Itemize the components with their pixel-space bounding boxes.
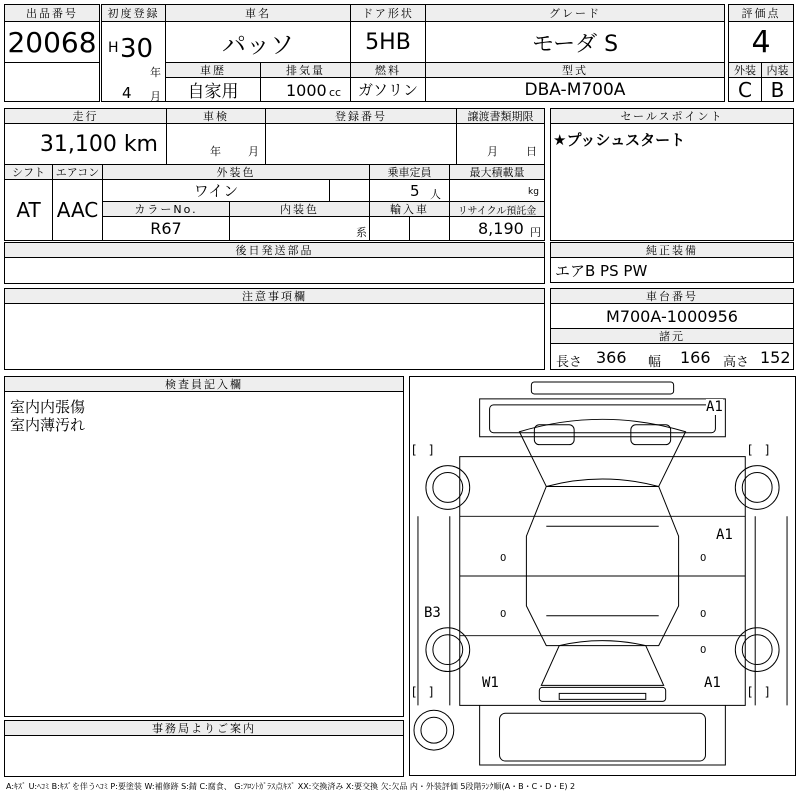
notes-label: 注意事項欄 [4,288,545,304]
transfer-month-unit: 月 [487,145,498,158]
inspector-cell [4,391,404,717]
shift-label: シフト [4,164,53,180]
int-score: B [761,77,794,102]
transfer-day-unit: 日 [526,145,537,158]
ext-score: C [728,77,762,102]
fuel-label: 燃料 [350,62,426,78]
office-cell [4,735,404,777]
width: 166 [680,348,711,367]
grade-label: グレード [425,4,725,22]
car-name: パッソ [165,21,351,63]
recycle-unit: 円 [530,226,541,239]
width-label: 幅 [648,355,662,370]
color-no: R67 [102,216,230,241]
later-parts-label: 後日発送部品 [4,242,545,258]
notes-cell [4,303,545,370]
inspection-label: 車検 [166,108,266,124]
color-label: 外装色 [102,164,370,180]
length-label: 長さ [556,355,583,370]
transfer-label: 譲渡書類期限 [456,108,545,124]
bracket-front-right: [ ] [748,443,770,457]
first-reg-month: 4 [122,84,132,102]
plate-label: 登録番号 [265,108,457,124]
mileage: 31,100 km [4,123,167,165]
inspection-year-unit: 年 [210,145,221,158]
bracket-rear-right: [ ] [748,685,770,699]
equipment: エアB PS PW [550,257,794,283]
recycle-label: リサイクル預託金 [449,201,545,217]
bracket-front-left: [ ] [412,443,434,457]
damage-mark-left-rear: B3 [424,605,441,621]
first-reg-era: H [108,40,119,56]
history-label: 車歴 [165,62,261,78]
displacement: 1000 [286,81,327,100]
car-name-label: 車名 [165,4,351,22]
plate-cell [265,123,457,165]
damage-mark-left-rear-door: W1 [482,675,499,691]
first-reg-year: 30 [120,34,154,64]
int-color-unit: 系 [356,226,367,239]
ext-label: 外装 [728,62,762,78]
equip-label: 純正装備 [550,242,794,258]
zero-mark-1: 0 [500,553,507,564]
damage-mark-front-right: A1 [706,399,723,415]
shift: AT [4,179,53,241]
car-damage-diagram [409,376,796,776]
int-color-label: 内装色 [229,201,370,217]
lot-no-label: 出品番号 [4,4,100,22]
legend: A:ｷｽﾞ U:ﾍｺﾐ B:ｷｽﾞを伴うﾍｺﾐ P:要塗装 W:補修跡 S:錆 C:腐食、 G:ﾌﾛﾝﾄｶﾞﾗｽ点ｷｽﾞ XX:交換済み X:要交換 欠:欠品 内・外装評価 5段階ﾗﾝｸ順(A・B・C・D・E) 2 [6,782,576,791]
mileage-label: 走行 [4,108,167,124]
color-no-label: カラーNo. [102,201,230,217]
zero-mark-4: 0 [700,609,707,620]
score-label: 評価点 [728,4,794,22]
inspector-note-2: 室内薄汚れ [10,416,86,434]
model: DBA-M700A [425,77,725,102]
office-label: 事務局よりご案内 [4,720,404,736]
recycle: 8,190 [478,219,524,238]
dims-label: 諸元 [550,328,794,344]
capacity-label: 乗車定員 [369,164,450,180]
int-color-cell [229,216,370,241]
first-reg-year-unit: 年 [150,66,161,79]
color: ワイン [102,179,330,202]
height-label: 高さ [723,355,750,370]
later-parts-cell [4,257,545,284]
capacity-unit: 人 [430,188,441,201]
ac: AAC [52,179,103,241]
damage-mark-rear-right: A1 [704,675,721,691]
load-unit: kg [528,187,539,197]
bracket-rear-left: [ ] [412,685,434,699]
lot-no: 20068 [4,21,100,63]
height: 152 [760,348,791,367]
fuel: ガソリン [350,77,426,102]
displacement-label: 排気量 [260,62,351,78]
damage-mark-right-door: A1 [716,527,733,543]
load-label: 最大積載量 [449,164,545,180]
sales-label: セールスポイント [550,108,794,124]
history: 自家用 [165,77,261,102]
zero-mark-5: 0 [700,645,707,656]
first-reg-label: 初度登録 [101,4,166,22]
int-label: 内装 [761,62,794,78]
import-cell-b [409,216,450,241]
capacity: 5 [410,182,420,200]
color-blank [329,179,370,202]
door-label: ドア形状 [350,4,426,22]
lot-no-blank [4,62,100,102]
model-label: 型式 [425,62,725,78]
first-reg-month-unit: 月 [150,90,161,103]
mid-block [4,108,545,284]
length: 366 [596,348,627,367]
score: 4 [728,21,794,63]
inspection-month-unit: 月 [248,145,259,158]
grade: モーダ S [425,21,725,63]
chassis-label: 車台番号 [550,288,794,304]
car-outline-svg [410,377,795,775]
dims-cell [550,343,794,370]
inspector-note-1: 室内内張傷 [10,398,86,416]
zero-mark-3: 0 [700,553,707,564]
sales-point: ★プッシュスタート [550,123,794,241]
import-label: 輸入車 [369,201,450,217]
chassis-no: M700A-1000956 [550,303,794,329]
ac-label: エアコン [52,164,103,180]
zero-mark-2: 0 [500,609,507,620]
displacement-unit: cc [329,86,342,99]
door-type: 5HB [350,21,426,63]
inspector-label: 検査員記入欄 [4,376,404,392]
import-cell-a [369,216,410,241]
header-block [4,4,794,102]
